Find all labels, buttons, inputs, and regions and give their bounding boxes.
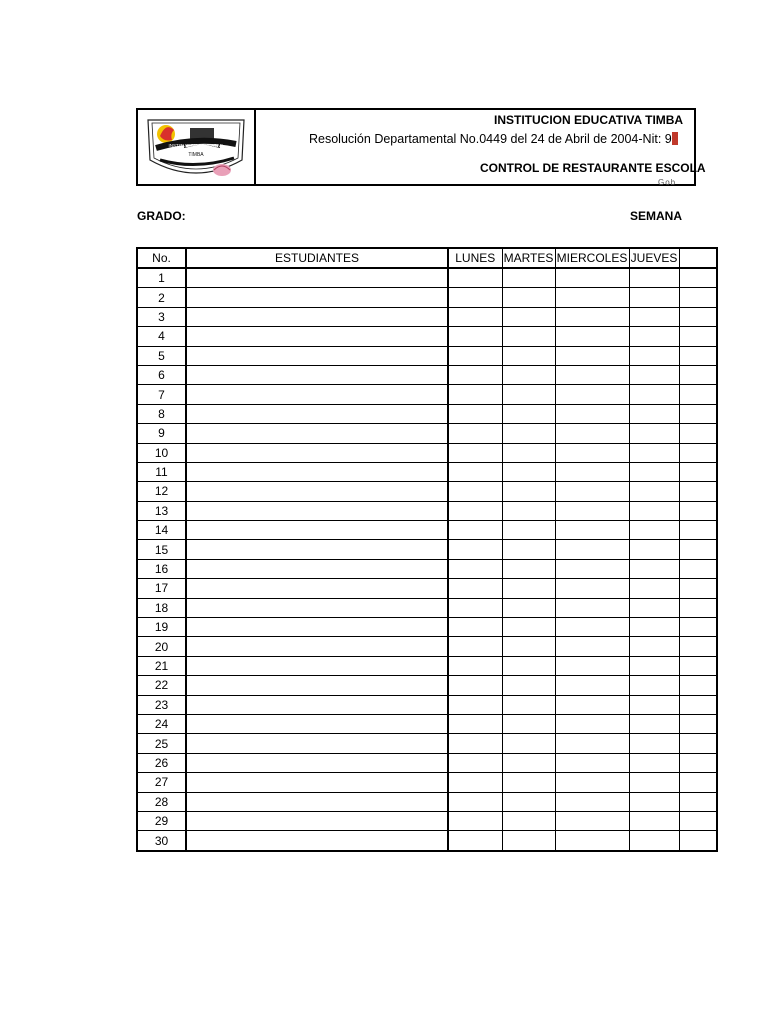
student-name-cell[interactable] — [186, 559, 448, 578]
table-row — [137, 734, 717, 753]
row-number: 8 — [137, 404, 186, 423]
overflow-cell[interactable] — [679, 559, 717, 578]
martes-cell[interactable] — [502, 288, 555, 307]
row-number: 10 — [137, 443, 186, 462]
student-name-cell[interactable] — [186, 734, 448, 753]
header-lunes: LUNES — [448, 248, 502, 268]
student-name-cell[interactable] — [186, 462, 448, 481]
miercoles-cell[interactable] — [555, 501, 629, 520]
student-name-cell[interactable] — [186, 346, 448, 365]
miercoles-cell[interactable] — [555, 714, 629, 733]
table-body — [137, 268, 717, 851]
miercoles-cell[interactable] — [555, 385, 629, 404]
martes-cell[interactable] — [502, 346, 555, 365]
row-number: 9 — [137, 424, 186, 443]
miercoles-cell[interactable] — [555, 753, 629, 772]
miercoles-cell[interactable] — [555, 443, 629, 462]
row-number: 14 — [137, 521, 186, 540]
martes-cell[interactable] — [502, 714, 555, 733]
miercoles-cell[interactable] — [555, 482, 629, 501]
jueves-cell[interactable] — [629, 831, 679, 851]
overflow-cell[interactable] — [679, 501, 717, 520]
martes-cell[interactable] — [502, 676, 555, 695]
martes-cell[interactable] — [502, 559, 555, 578]
student-name-cell[interactable] — [186, 792, 448, 811]
lunes-cell[interactable] — [448, 656, 502, 675]
row-number: 12 — [137, 482, 186, 501]
student-name-cell[interactable] — [186, 327, 448, 346]
martes-cell[interactable] — [502, 695, 555, 714]
martes-cell[interactable] — [502, 521, 555, 540]
lunes-cell[interactable] — [448, 365, 502, 384]
lunes-cell[interactable] — [448, 404, 502, 423]
row-number: 26 — [137, 753, 186, 772]
table-row — [137, 831, 717, 851]
overflow-cell[interactable] — [679, 365, 717, 384]
jueves-cell[interactable] — [629, 365, 679, 384]
student-name-cell[interactable] — [186, 811, 448, 830]
logo-cell — [138, 110, 256, 184]
table-row — [137, 676, 717, 695]
table-row — [137, 482, 717, 501]
overflow-cell[interactable] — [679, 521, 717, 540]
header-box — [136, 108, 706, 187]
jueves-cell[interactable] — [629, 307, 679, 326]
jueves-cell[interactable] — [629, 598, 679, 617]
miercoles-cell[interactable] — [555, 598, 629, 617]
table-row — [137, 714, 717, 733]
lunes-cell[interactable] — [448, 268, 502, 288]
lunes-cell[interactable] — [448, 482, 502, 501]
overflow-cell[interactable] — [679, 637, 717, 656]
student-roster-table — [136, 247, 718, 852]
miercoles-cell[interactable] — [555, 695, 629, 714]
lunes-cell[interactable] — [448, 579, 502, 598]
jueves-cell[interactable] — [629, 462, 679, 481]
control-title: CONTROL DE RESTAURANTE ESCOLA — [480, 161, 706, 175]
jueves-cell[interactable] — [629, 676, 679, 695]
martes-cell[interactable] — [502, 831, 555, 851]
miercoles-cell[interactable] — [555, 540, 629, 559]
row-number: 24 — [137, 714, 186, 733]
grado-label: GRADO: — [137, 209, 186, 223]
lunes-cell[interactable] — [448, 637, 502, 656]
row-number: 18 — [137, 598, 186, 617]
student-name-cell[interactable] — [186, 618, 448, 637]
student-name-cell[interactable] — [186, 579, 448, 598]
lunes-cell[interactable] — [448, 618, 502, 637]
martes-cell[interactable] — [502, 773, 555, 792]
student-name-cell[interactable] — [186, 637, 448, 656]
row-number: 21 — [137, 656, 186, 675]
lunes-cell[interactable] — [448, 676, 502, 695]
table-row — [137, 540, 717, 559]
jueves-cell[interactable] — [629, 346, 679, 365]
jueves-cell[interactable] — [629, 482, 679, 501]
lunes-cell[interactable] — [448, 424, 502, 443]
overflow-cell[interactable] — [679, 443, 717, 462]
gob-caption: Gob — [658, 178, 677, 187]
lunes-cell[interactable] — [448, 540, 502, 559]
row-number: 30 — [137, 831, 186, 851]
overflow-cell[interactable] — [679, 773, 717, 792]
martes-cell[interactable] — [502, 637, 555, 656]
lunes-cell[interactable] — [448, 521, 502, 540]
overflow-cell[interactable] — [679, 424, 717, 443]
row-number: 5 — [137, 346, 186, 365]
martes-cell[interactable] — [502, 734, 555, 753]
student-name-cell[interactable] — [186, 695, 448, 714]
lunes-cell[interactable] — [448, 714, 502, 733]
table-row — [137, 443, 717, 462]
miercoles-cell[interactable] — [555, 811, 629, 830]
student-name-cell[interactable] — [186, 404, 448, 423]
row-number: 6 — [137, 365, 186, 384]
miercoles-cell[interactable] — [555, 268, 629, 288]
lunes-cell[interactable] — [448, 385, 502, 404]
jueves-cell[interactable] — [629, 501, 679, 520]
crest-text-middle: TIMBA — [188, 152, 204, 158]
table-row — [137, 521, 717, 540]
student-name-cell[interactable] — [186, 424, 448, 443]
overflow-cell[interactable] — [679, 753, 717, 772]
table-row — [137, 811, 717, 830]
table-header-row — [137, 248, 717, 268]
student-name-cell[interactable] — [186, 288, 448, 307]
table-row — [137, 288, 717, 307]
overflow-cell[interactable] — [679, 811, 717, 830]
miercoles-cell[interactable] — [555, 462, 629, 481]
lunes-cell[interactable] — [448, 307, 502, 326]
student-name-cell[interactable] — [186, 268, 448, 288]
miercoles-cell[interactable] — [555, 521, 629, 540]
row-number: 13 — [137, 501, 186, 520]
table-row — [137, 773, 717, 792]
lunes-cell[interactable] — [448, 462, 502, 481]
table-row — [137, 327, 717, 346]
miercoles-cell[interactable] — [555, 618, 629, 637]
overflow-cell[interactable] — [679, 482, 717, 501]
miercoles-cell[interactable] — [555, 307, 629, 326]
table-row — [137, 753, 717, 772]
miercoles-cell[interactable] — [555, 656, 629, 675]
jueves-cell[interactable] — [629, 656, 679, 675]
header-overflow — [679, 248, 717, 268]
table-row — [137, 656, 717, 675]
row-number: 28 — [137, 792, 186, 811]
martes-cell[interactable] — [502, 385, 555, 404]
lunes-cell[interactable] — [448, 327, 502, 346]
student-name-cell[interactable] — [186, 307, 448, 326]
overflow-cell[interactable] — [679, 462, 717, 481]
jueves-cell[interactable] — [629, 327, 679, 346]
jueves-cell[interactable] — [629, 695, 679, 714]
table-row — [137, 268, 717, 288]
overflow-cell[interactable] — [679, 540, 717, 559]
martes-cell[interactable] — [502, 753, 555, 772]
row-number: 23 — [137, 695, 186, 714]
student-name-cell[interactable] — [186, 482, 448, 501]
row-number: 1 — [137, 268, 186, 288]
student-name-cell[interactable] — [186, 831, 448, 851]
row-number: 27 — [137, 773, 186, 792]
martes-cell[interactable] — [502, 656, 555, 675]
student-name-cell[interactable] — [186, 773, 448, 792]
table-row — [137, 579, 717, 598]
table-row — [137, 792, 717, 811]
institution-title: INSTITUCION EDUCATIVA TIMBA — [494, 113, 684, 127]
martes-cell[interactable] — [502, 443, 555, 462]
overflow-cell[interactable] — [679, 327, 717, 346]
overflow-cell[interactable] — [679, 656, 717, 675]
jueves-cell[interactable] — [629, 792, 679, 811]
row-number: 2 — [137, 288, 186, 307]
row-number: 4 — [137, 327, 186, 346]
overflow-cell[interactable] — [679, 831, 717, 851]
miercoles-cell[interactable] — [555, 773, 629, 792]
jueves-cell[interactable] — [629, 753, 679, 772]
semana-label: SEMANA — [630, 209, 683, 223]
lunes-cell[interactable] — [448, 501, 502, 520]
student-name-cell[interactable] — [186, 753, 448, 772]
header-jueves: JUEVES — [629, 248, 679, 268]
row-number: 29 — [137, 811, 186, 830]
jueves-cell[interactable] — [629, 714, 679, 733]
miercoles-cell[interactable] — [555, 404, 629, 423]
student-name-cell[interactable] — [186, 540, 448, 559]
table-row — [137, 365, 717, 384]
row-number: 11 — [137, 462, 186, 481]
overflow-cell[interactable] — [679, 268, 717, 288]
jueves-cell[interactable] — [629, 443, 679, 462]
row-number: 7 — [137, 385, 186, 404]
miercoles-cell[interactable] — [555, 792, 629, 811]
martes-cell[interactable] — [502, 501, 555, 520]
jueves-cell[interactable] — [629, 811, 679, 830]
row-number: 17 — [137, 579, 186, 598]
jueves-cell[interactable] — [629, 288, 679, 307]
header-no: No. — [137, 248, 186, 268]
jueves-cell[interactable] — [629, 559, 679, 578]
resolution-line — [309, 132, 678, 146]
jueves-cell[interactable] — [629, 424, 679, 443]
red-cell-highlight — [672, 132, 678, 145]
table-row — [137, 404, 717, 423]
overflow-cell[interactable] — [679, 579, 717, 598]
row-number: 19 — [137, 618, 186, 637]
institution-crest-icon — [144, 114, 248, 184]
header-estudiantes: ESTUDIANTES — [186, 248, 448, 268]
martes-cell[interactable] — [502, 598, 555, 617]
jueves-cell[interactable] — [629, 579, 679, 598]
martes-cell[interactable] — [502, 792, 555, 811]
table-row — [137, 385, 717, 404]
miercoles-cell[interactable] — [555, 424, 629, 443]
lunes-cell[interactable] — [448, 773, 502, 792]
jueves-cell[interactable] — [629, 540, 679, 559]
overflow-cell[interactable] — [679, 695, 717, 714]
student-name-cell[interactable] — [186, 365, 448, 384]
lunes-cell[interactable] — [448, 346, 502, 365]
lunes-cell[interactable] — [448, 695, 502, 714]
miercoles-cell[interactable] — [555, 637, 629, 656]
row-number: 16 — [137, 559, 186, 578]
miercoles-cell[interactable] — [555, 559, 629, 578]
martes-cell[interactable] — [502, 404, 555, 423]
overflow-cell[interactable] — [679, 714, 717, 733]
jueves-cell[interactable] — [629, 618, 679, 637]
lunes-cell[interactable] — [448, 443, 502, 462]
martes-cell[interactable] — [502, 268, 555, 288]
row-number: 20 — [137, 637, 186, 656]
overflow-cell[interactable] — [679, 288, 717, 307]
lunes-cell[interactable] — [448, 792, 502, 811]
student-name-cell[interactable] — [186, 521, 448, 540]
lunes-cell[interactable] — [448, 559, 502, 578]
overflow-cell[interactable] — [679, 676, 717, 695]
lunes-cell[interactable] — [448, 753, 502, 772]
table-row — [137, 501, 717, 520]
overflow-cell[interactable] — [679, 404, 717, 423]
jueves-cell[interactable] — [629, 521, 679, 540]
lunes-cell[interactable] — [448, 811, 502, 830]
miercoles-cell[interactable] — [555, 288, 629, 307]
martes-cell[interactable] — [502, 365, 555, 384]
row-number: 25 — [137, 734, 186, 753]
martes-cell[interactable] — [502, 462, 555, 481]
lunes-cell[interactable] — [448, 734, 502, 753]
student-name-cell[interactable] — [186, 656, 448, 675]
student-name-cell[interactable] — [186, 443, 448, 462]
table-row — [137, 598, 717, 617]
row-number: 3 — [137, 307, 186, 326]
miercoles-cell[interactable] — [555, 365, 629, 384]
miercoles-cell[interactable] — [555, 831, 629, 851]
overflow-cell[interactable] — [679, 618, 717, 637]
table-row — [137, 424, 717, 443]
student-name-cell[interactable] — [186, 714, 448, 733]
miercoles-cell[interactable] — [555, 327, 629, 346]
overflow-cell[interactable] — [679, 792, 717, 811]
table-row — [137, 462, 717, 481]
table-row — [137, 346, 717, 365]
student-name-cell[interactable] — [186, 598, 448, 617]
lunes-cell[interactable] — [448, 288, 502, 307]
miercoles-cell[interactable] — [555, 734, 629, 753]
overflow-cell[interactable] — [679, 307, 717, 326]
table-row — [137, 559, 717, 578]
miercoles-cell[interactable] — [555, 346, 629, 365]
martes-cell[interactable] — [502, 327, 555, 346]
table-row — [137, 695, 717, 714]
student-name-cell[interactable] — [186, 501, 448, 520]
lunes-cell[interactable] — [448, 831, 502, 851]
jueves-cell[interactable] — [629, 385, 679, 404]
overflow-cell[interactable] — [679, 385, 717, 404]
martes-cell[interactable] — [502, 424, 555, 443]
student-name-cell[interactable] — [186, 385, 448, 404]
header-miercoles: MIERCOLES — [555, 248, 629, 268]
jueves-cell[interactable] — [629, 268, 679, 288]
overflow-cell[interactable] — [679, 598, 717, 617]
row-number: 15 — [137, 540, 186, 559]
table-row — [137, 637, 717, 656]
miercoles-cell[interactable] — [555, 676, 629, 695]
martes-cell[interactable] — [502, 482, 555, 501]
header-martes: MARTES — [502, 248, 555, 268]
jueves-cell[interactable] — [629, 734, 679, 753]
martes-cell[interactable] — [502, 579, 555, 598]
miercoles-cell[interactable] — [555, 579, 629, 598]
student-name-cell[interactable] — [186, 676, 448, 695]
jueves-cell[interactable] — [629, 773, 679, 792]
martes-cell[interactable] — [502, 540, 555, 559]
crest-text-top: INSTITUCION EDUCATIVA — [168, 143, 224, 148]
martes-cell[interactable] — [502, 811, 555, 830]
martes-cell[interactable] — [502, 307, 555, 326]
row-number: 22 — [137, 676, 186, 695]
jueves-cell[interactable] — [629, 637, 679, 656]
martes-cell[interactable] — [502, 618, 555, 637]
resolution-text: Resolución Departamental No.0449 del 24 de Abril de 2004-Nit: 9 — [309, 132, 672, 146]
table-row — [137, 307, 717, 326]
jueves-cell[interactable] — [629, 404, 679, 423]
lunes-cell[interactable] — [448, 598, 502, 617]
overflow-cell[interactable] — [679, 346, 717, 365]
overflow-cell[interactable] — [679, 734, 717, 753]
table-row — [137, 618, 717, 637]
